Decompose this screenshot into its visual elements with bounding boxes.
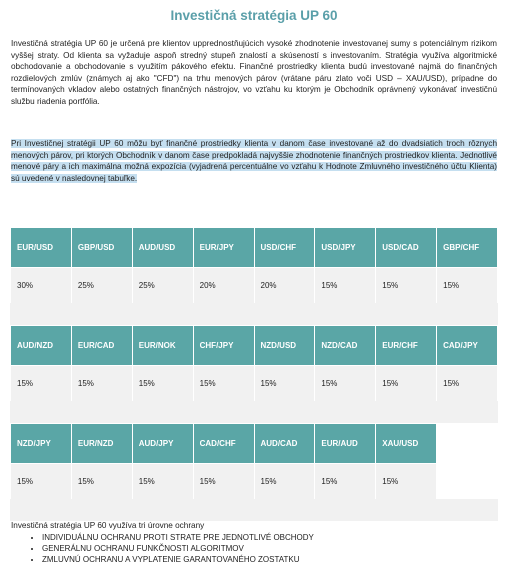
table-spacer bbox=[10, 499, 498, 521]
list-item: • INDIVIDUÁLNU OCHRANU PROTI STRATE PRE JEDNOTLIVÉ OBCHODY bbox=[42, 532, 314, 543]
value-cell: 15% bbox=[376, 366, 437, 402]
header-cell: GBP/CHF bbox=[437, 228, 498, 268]
table-header-row bbox=[11, 424, 498, 464]
value-cell: 15% bbox=[437, 366, 498, 402]
header-cell: CHF/JPY bbox=[193, 326, 254, 366]
header-cell: GBP/USD bbox=[71, 228, 132, 268]
table-value-row bbox=[11, 366, 498, 402]
header-cell: NZD/USD bbox=[254, 326, 315, 366]
currency-table-1 bbox=[10, 227, 498, 304]
header-cell: USD/CAD bbox=[376, 228, 437, 268]
header-cell: USD/JPY bbox=[315, 228, 376, 268]
value-cell: 15% bbox=[132, 464, 193, 500]
value-cell: 15% bbox=[376, 268, 437, 304]
protection-intro: Investičná stratégia UP 60 využíva tri úrovne ochrany bbox=[11, 521, 205, 530]
value-cell: 15% bbox=[315, 268, 376, 304]
value-cell: 25% bbox=[132, 268, 193, 304]
page-title: Investičná stratégia UP 60 bbox=[170, 8, 338, 23]
header-cell: EUR/NOK bbox=[132, 326, 193, 366]
empty-cell bbox=[437, 464, 498, 500]
value-cell: 15% bbox=[376, 464, 437, 500]
table-spacer bbox=[10, 303, 498, 325]
header-cell: EUR/USD bbox=[11, 228, 72, 268]
header-cell: EUR/JPY bbox=[193, 228, 254, 268]
currency-table-2 bbox=[10, 325, 498, 402]
value-cell: 15% bbox=[11, 464, 72, 500]
header-cell: AUD/NZD bbox=[11, 326, 72, 366]
value-cell: 15% bbox=[132, 366, 193, 402]
table-header-row bbox=[11, 228, 498, 268]
header-cell: EUR/CHF bbox=[376, 326, 437, 366]
empty-cell bbox=[437, 424, 498, 464]
header-cell: EUR/AUD bbox=[315, 424, 376, 464]
header-cell: CAD/CHF bbox=[193, 424, 254, 464]
header-cell: NZD/JPY bbox=[11, 424, 72, 464]
list-item: • GENERÁLNU OCHRANU FUNKČNOSTI ALGORITMOV bbox=[42, 543, 314, 554]
header-cell: EUR/NZD bbox=[71, 424, 132, 464]
value-cell: 25% bbox=[71, 268, 132, 304]
value-cell: 15% bbox=[437, 268, 498, 304]
value-cell: 15% bbox=[11, 366, 72, 402]
table-value-row bbox=[11, 268, 498, 304]
value-cell: 15% bbox=[315, 464, 376, 500]
header-cell: EUR/CAD bbox=[71, 326, 132, 366]
value-cell: 15% bbox=[193, 366, 254, 402]
value-cell: 15% bbox=[71, 464, 132, 500]
header-cell: AUD/CAD bbox=[254, 424, 315, 464]
protection-list bbox=[26, 532, 314, 565]
value-cell: 15% bbox=[71, 366, 132, 402]
header-cell: AUD/JPY bbox=[132, 424, 193, 464]
header-cell: XAU/USD bbox=[376, 424, 437, 464]
strategy-description: Investičná stratégia UP 60 je určená pre klientov upprednostňujúcich vysoké zhodnotenie investovanej sumy s potenciálnym rizikom vyššej straty. Od klienta sa vyžaduje aspoň stredný stupeň znalostí a skúseností s investovaním. Stratégia využíva algoritmické obchodovanie a obchodovanie s využitím pákového efektu. Finančné prostriedky klienta budú investované najmä do finančných rozdielových zmlúv (známych aj ako "CFD") na trhu menových párov (vrátane páru zlato voči USD – XAU/USD), prípadne do termínovaných vkladov alebo ostatných finančných nástrojov, vo vzťahu ku ktorým je Obchodník oprávnený vykonávať investičnú službu riadenia portfólia. bbox=[11, 39, 497, 106]
value-cell: 20% bbox=[193, 268, 254, 304]
header-cell: AUD/USD bbox=[132, 228, 193, 268]
value-cell: 15% bbox=[193, 464, 254, 500]
value-cell: 15% bbox=[315, 366, 376, 402]
value-cell: 15% bbox=[254, 464, 315, 500]
table-value-row bbox=[11, 464, 498, 500]
value-cell: 15% bbox=[254, 366, 315, 402]
highlighted-text: Pri Investičnej stratégii UP 60 môžu byť finančné prostriedky klienta v danom čase investované až do dvadsiatich troch rôznych menových párov, pri ktorých Obchodník v danom čase predpokladá najvyššie zhodnotenie finančných prostriedkov klienta. Jednotlivé menové páry a ich maximálna možná expozícia (vyjadrená percentuálne vo vzťahu k Hodnote Zmluvného investičného účtu Klienta) sú uvedené v nasledovnej tabuľke. bbox=[11, 139, 497, 183]
header-cell: USD/CHF bbox=[254, 228, 315, 268]
header-cell: NZD/CAD bbox=[315, 326, 376, 366]
header-cell: CAD/JPY bbox=[437, 326, 498, 366]
list-item: • ZMLUVNÚ OCHRANU A VYPLATENIE GARANTOVANÉHO ZOSTATKU bbox=[42, 554, 314, 565]
currency-table-3 bbox=[10, 423, 498, 500]
value-cell: 30% bbox=[11, 268, 72, 304]
table-header-row bbox=[11, 326, 498, 366]
exposure-description bbox=[11, 138, 497, 184]
table-spacer bbox=[10, 401, 498, 423]
value-cell: 20% bbox=[254, 268, 315, 304]
